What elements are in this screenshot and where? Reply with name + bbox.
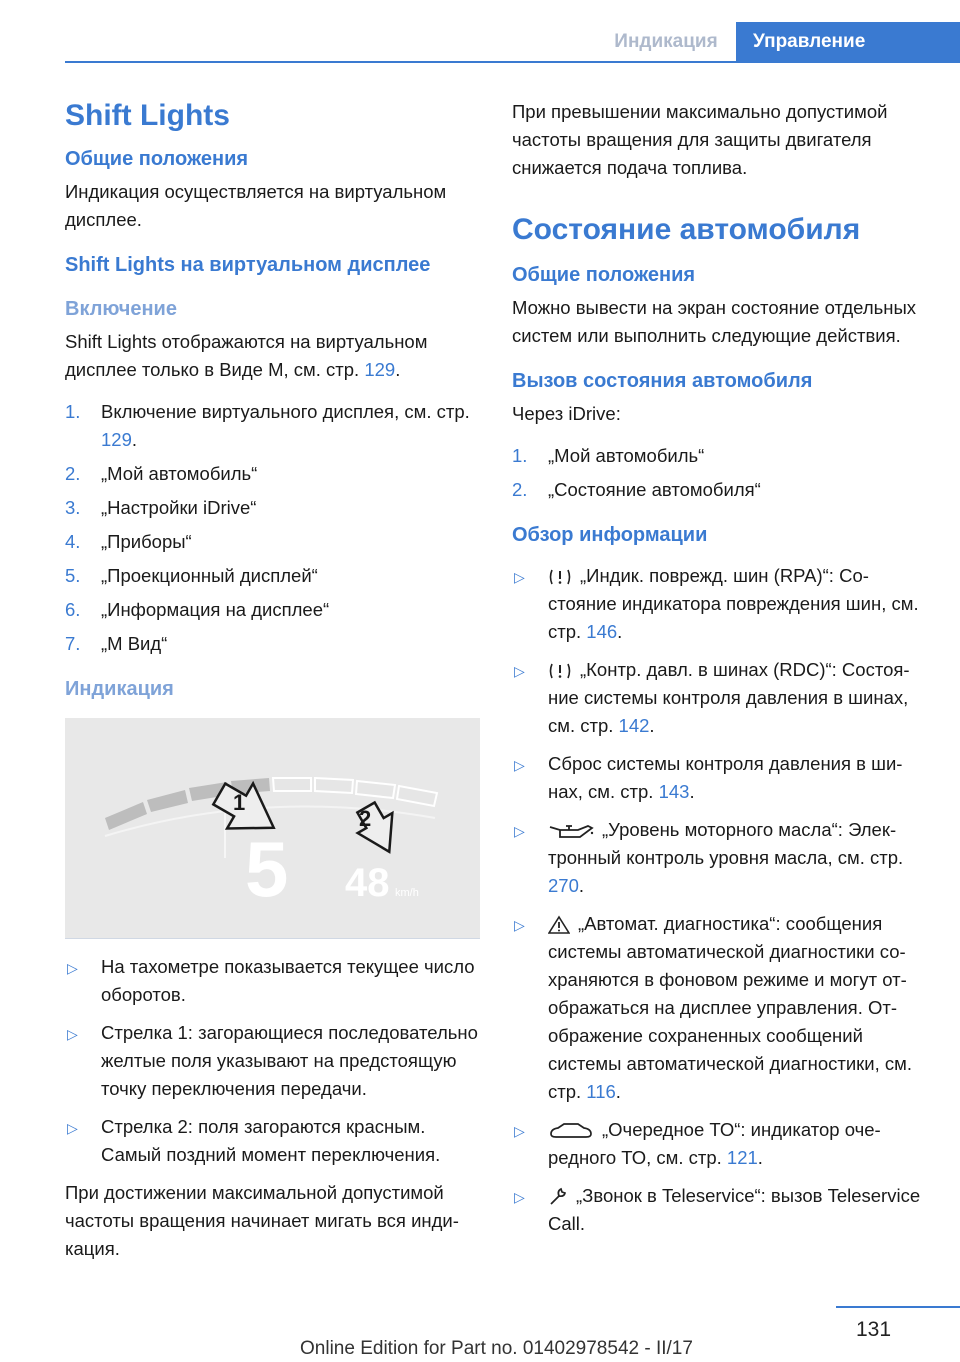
figure-divider bbox=[65, 938, 480, 939]
tab-controls[interactable]: Управление bbox=[736, 22, 960, 62]
list-item: ▷ Сброс системы контроля давления в шинах, см. стр. 143. bbox=[514, 753, 903, 802]
footer-rule bbox=[836, 1306, 960, 1308]
arrow-1-label: 1 bbox=[233, 790, 246, 815]
steps-list bbox=[65, 398, 480, 658]
speed-unit: km/h bbox=[395, 887, 419, 899]
tire-pressure-icon bbox=[548, 662, 572, 680]
heading-general-2: Общие положения bbox=[512, 264, 696, 286]
list-item: 4. „Приборы“ bbox=[65, 531, 192, 552]
general-text-2: Можно вывести на экран состояние отдельных систем или выполнить следующие действия. bbox=[512, 297, 917, 346]
page-link[interactable]: 146 bbox=[586, 621, 618, 642]
oil-can-icon bbox=[548, 822, 594, 840]
speed-value: 48 bbox=[345, 861, 390, 905]
warning-triangle-icon bbox=[548, 915, 570, 935]
page-link[interactable]: 121 bbox=[726, 1147, 758, 1168]
right-column bbox=[512, 98, 930, 1248]
list-item: ▷ „Звонок в Teleservice“: вызов Teleservice Call. bbox=[514, 1185, 921, 1234]
list-item: ▷ „Контр. давл. в шинах (RDC)“: Состояние системы контроля давления в шинах, см. стр. 142. bbox=[514, 659, 910, 736]
overview-list bbox=[512, 562, 930, 1238]
call-steps-list bbox=[512, 442, 930, 504]
list-item: 1. „Мой автомобиль“ bbox=[512, 445, 705, 466]
page-number: 131 bbox=[856, 1318, 892, 1341]
enable-text: Shift Lights отображаются на виртуальном дисплее только в Виде M, см. стр. 129. bbox=[65, 331, 428, 380]
left-column bbox=[65, 98, 480, 1263]
list-item: ▷ „Уровень моторного масла“: Электронный контроль уровня масла, см. стр. 270. bbox=[514, 819, 904, 896]
edition-note: Online Edition for Part no. 01402978542 - II/17 bbox=[300, 1338, 693, 1359]
heading-enable: Включение bbox=[65, 298, 177, 320]
section-title-vehicle-status: Состояние автомобиля bbox=[512, 213, 861, 246]
section-title-shift-lights: Shift Lights bbox=[65, 99, 230, 132]
page-link[interactable]: 270 bbox=[548, 875, 579, 896]
list-item: 5. „Проекционный дисплей“ bbox=[65, 565, 318, 586]
list-item: ▷ „Индик. поврежд. шин (RPA)“: Состояние индикатора повреждения шин, см. стр. 146. bbox=[514, 565, 919, 642]
arrow-2-label: 2 bbox=[359, 806, 372, 831]
tire-warning-icon bbox=[548, 568, 572, 586]
wrench-icon bbox=[548, 1187, 568, 1207]
list-item: 6. „Информация на дисплее“ bbox=[65, 599, 330, 620]
list-item: 2. „Мой автомобиль“ bbox=[65, 463, 258, 484]
list-item: 1. Включение виртуального дисплея, см. стр. 129. bbox=[65, 401, 470, 450]
heading-call-status: Вызов состояния автомобиля bbox=[512, 370, 813, 392]
general-text: Индикация осуществляется на виртуальном дисплее. bbox=[65, 181, 447, 230]
list-item: 3. „Настройки iDrive“ bbox=[65, 497, 257, 518]
gear-indicator: 5 bbox=[245, 825, 289, 913]
car-service-icon bbox=[548, 1122, 594, 1140]
heading-virtual-display: Shift Lights на виртуальном дисплее bbox=[65, 254, 431, 276]
heading-general: Общие положения bbox=[65, 148, 249, 170]
header-rule bbox=[65, 61, 960, 63]
tab-indication[interactable]: Индикация bbox=[614, 31, 718, 52]
heading-display: Индикация bbox=[65, 678, 174, 700]
list-item: ▷ На тахометре показывается текущее число оборотов. bbox=[67, 956, 475, 1005]
list-item: ▷ „Очередное ТО“: индикатор очередного ТО, см. стр. 121. bbox=[514, 1119, 881, 1168]
page-link[interactable]: 116 bbox=[586, 1081, 616, 1102]
page-link[interactable]: 129 bbox=[364, 359, 396, 380]
heading-overview: Обзор информации bbox=[512, 524, 708, 546]
shift-lights-figure bbox=[65, 718, 480, 938]
list-item: ▷ Стрелка 2: поля загораются красным. Самый поздний момент переключения. bbox=[67, 1116, 441, 1165]
arrow-2 bbox=[349, 797, 409, 860]
list-item: 2. „Состояние автомобиля“ bbox=[512, 479, 761, 500]
call-text: Через iDrive: bbox=[512, 403, 621, 424]
tachometer-illustration bbox=[65, 718, 480, 938]
page-link[interactable]: 129 bbox=[101, 429, 132, 450]
list-item: ▷ „Автомат. диагностика“: сообщения системы автоматической диагностики сохраняются в фоновом режиме и могут отображаться на дисплее управления. Отображение сохраненных сообщений системы автоматической диагностики, см. стр. 116. bbox=[514, 913, 913, 1102]
figure-bullets bbox=[65, 953, 480, 1169]
page-link[interactable]: 143 bbox=[658, 781, 690, 802]
list-item: ▷ Стрелка 1: загорающиеся последовательно желтые поля указывают на предстоящую точку переключения передачи. bbox=[67, 1022, 478, 1099]
closing-text: При достижении максимальной допустимой частоты вращения начинает мигать вся индикация. bbox=[65, 1182, 459, 1259]
list-item: 7. „M Вид“ bbox=[65, 633, 168, 654]
overrev-text: При превышении максимально допустимой частоты вращения для защиты двигателя снижается подача топлива. bbox=[512, 101, 888, 178]
page-link[interactable]: 142 bbox=[618, 715, 650, 736]
